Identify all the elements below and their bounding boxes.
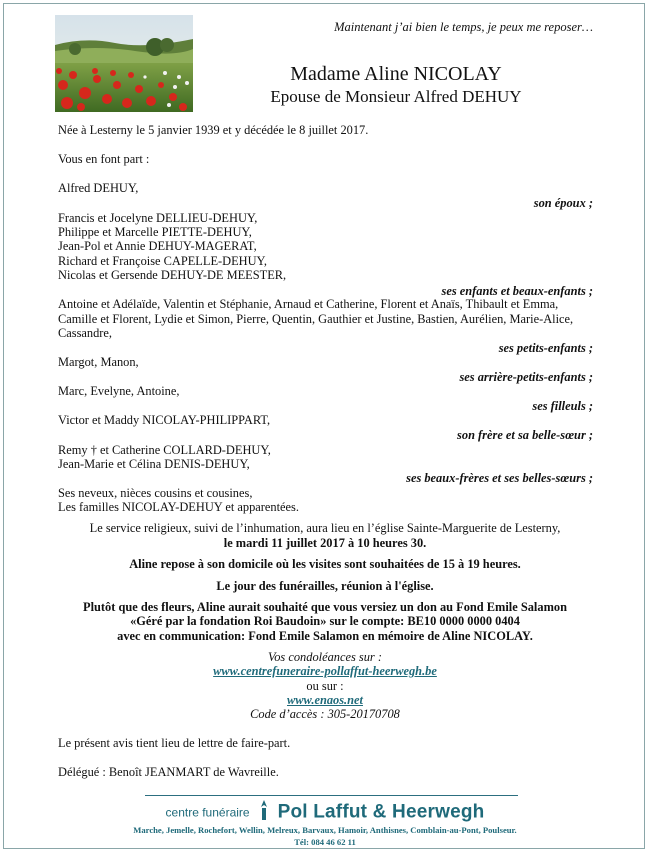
- relatives-line: Ses neveux, nièces cousins et cousines,: [58, 486, 253, 500]
- grandchildren-line: Cassandre,: [58, 326, 113, 340]
- child-line: Richard et Françoise CAPELLE-DEHUY,: [58, 254, 267, 268]
- condolences-label: Vos condoléances sur :: [268, 650, 382, 664]
- husband-line: Alfred DEHUY,: [58, 181, 139, 195]
- children-role: ses enfants et beaux-enfants ;: [441, 284, 593, 298]
- poppy-field-image: [55, 15, 193, 112]
- brother-role: son frère et sa belle-sœur ;: [457, 428, 593, 442]
- husband-role: son époux ;: [533, 196, 593, 210]
- phone-number: Tél: 084 46 62 11: [294, 837, 356, 847]
- service-line: Le service religieux, suivi de l’inhumation, aura lieu en l’église Sainte-Marguerite de Lesterny,: [89, 521, 561, 535]
- great-grandchildren-role: ses arrière-petits-enfants ;: [459, 370, 593, 384]
- great-grandchildren-line: Margot, Manon,: [58, 355, 139, 369]
- godchildren-role: ses filleuls ;: [532, 399, 593, 413]
- child-line: Jean-Pol et Annie DEHUY-MAGERAT,: [58, 239, 257, 253]
- condolences-link-enaos[interactable]: www.enaos.net: [287, 693, 363, 707]
- notice-line: Le présent avis tient lieu de lettre de faire-part.: [58, 736, 291, 750]
- donation-line: avec en communication: Fond Emile Salamon en mémoire de Aline NICOLAY.: [117, 629, 533, 643]
- in-laws-role: ses beaux-frères et ses belles-sœurs ;: [406, 471, 593, 485]
- grandchildren-line: Camille et Florent, Lydie et Simon, Pierre, Quentin, Gauthier et Justine, Bastien, Aurélien, Marie-Alice,: [58, 312, 574, 326]
- child-line: Nicolas et Gersende DEHUY-DE MEESTER,: [58, 268, 287, 282]
- in-law-line: Remy † et Catherine COLLARD-DEHUY,: [58, 443, 271, 457]
- logo-big-text: Pol Laffut & Heerwegh: [277, 801, 485, 823]
- godchildren-line: Marc, Evelyne, Antoine,: [58, 384, 180, 398]
- intro-line: Vous en font part :: [58, 152, 150, 166]
- delegate-line: Délégué : Benoît JEANMART de Wavreille.: [58, 765, 279, 779]
- candle-icon: [258, 800, 270, 825]
- donation-line: «Géré par la fondation Roi Baudoin» sur le compte: BE10 0000 0000 0404: [130, 614, 520, 628]
- reunion-line: Le jour des funérailles, réunion à l'église.: [216, 579, 434, 593]
- child-line: Francis et Jocelyne DELLIEU-DEHUY,: [58, 211, 258, 225]
- relatives-line: Les familles NICOLAY-DEHUY et apparentées.: [58, 500, 299, 514]
- condolences-link-main[interactable]: www.centrefuneraire-pollaffut-heerwegh.be: [213, 664, 437, 678]
- branch-towns: Marche, Jemelle, Rochefort, Wellin, Melreux, Barvaux, Hamoir, Anthisnes, Comblain-au-Pont, Poulseur.: [133, 825, 517, 835]
- funeral-home-logo: [0, 800, 650, 825]
- in-law-line: Jean-Marie et Célina DENIS-DEHUY,: [58, 457, 250, 471]
- spouse-line: Epouse de Monsieur Alfred DEHUY: [270, 87, 522, 106]
- access-code: Code d’accès : 305-20170708: [250, 707, 400, 721]
- child-line: Philippe et Marcelle PIETTE-DEHUY,: [58, 225, 252, 239]
- birth-death-line: Née à Lesterny le 5 janvier 1939 et y décédée le 8 juillet 2017.: [58, 123, 369, 137]
- service-date: le mardi 11 juillet 2017 à 10 heures 30.: [223, 536, 427, 550]
- or-label: ou sur :: [306, 679, 344, 693]
- grandchildren-line: Antoine et Adélaïde, Valentin et Stéphanie, Arnaud et Catherine, Florent et Anaïs, Thibault et Emma,: [58, 297, 559, 311]
- epigraph-quote: Maintenant j’ai bien le temps, je peux me reposer…: [334, 20, 593, 34]
- logo-small-text: centre funéraire: [165, 805, 250, 820]
- visits-line: Aline repose à son domicile où les visites sont souhaitées de 15 à 19 heures.: [129, 557, 521, 571]
- brother-line: Victor et Maddy NICOLAY-PHILIPPART,: [58, 413, 271, 427]
- deceased-name: Madame Aline NICOLAY: [290, 63, 502, 85]
- poppy-field-photo: [55, 15, 193, 112]
- grandchildren-role: ses petits-enfants ;: [498, 341, 593, 355]
- footer-divider: [145, 795, 518, 796]
- donation-line: Plutôt que des fleurs, Aline aurait souhaité que vous versiez un don au Fond Emile Salamon: [83, 600, 567, 614]
